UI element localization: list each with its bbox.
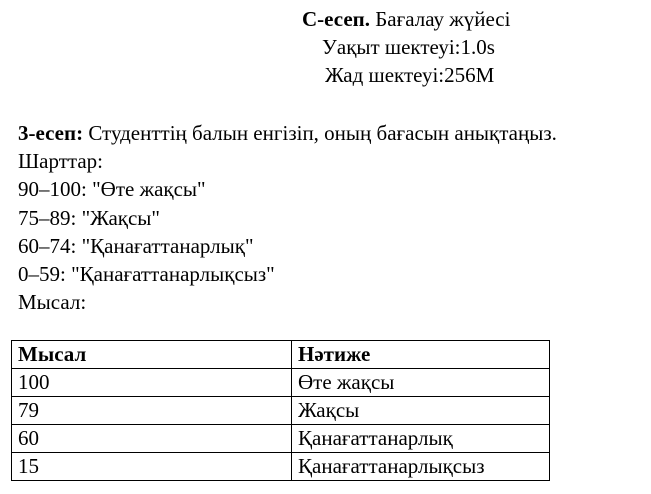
condition-item: 90–100: "Өте жақсы" <box>18 177 206 202</box>
task-statement: Студенттің балын енгізіп, оның бағасын анықтаңыз. <box>88 121 557 145</box>
conditions-heading: Шарттар: <box>18 149 103 174</box>
problem-title <box>302 6 510 32</box>
column-header-example: Мысал <box>12 341 292 369</box>
table-cell-input: 100 <box>12 369 292 397</box>
table-row <box>12 453 550 481</box>
problem-title-label: С-есеп. <box>302 7 370 31</box>
condition-item: 75–89: "Жақсы" <box>18 205 160 230</box>
task-label: 3-есеп: <box>18 121 84 145</box>
table-cell-result: Қанағаттанарлық <box>292 425 550 453</box>
table-cell-result: Қанағаттанарлықсыз <box>292 453 550 481</box>
table-row <box>12 369 550 397</box>
table-row <box>12 425 550 453</box>
table-cell-input: 79 <box>12 397 292 425</box>
table-cell-result: Өте жақсы <box>292 369 550 397</box>
problem-title-name: Бағалау жүйесі <box>375 7 511 31</box>
table-row <box>12 397 550 425</box>
table-cell-result: Жақсы <box>292 397 550 425</box>
column-header-result: Нәтиже <box>292 341 550 369</box>
task-statement-line <box>18 119 557 147</box>
condition-item: 60–74: "Қанағаттанарлық" <box>18 233 254 258</box>
time-limit: Уақыт шектеуі:1.0s <box>322 35 495 59</box>
examples-table <box>11 340 550 481</box>
problem-statement <box>18 119 557 316</box>
condition-item: 0–59: "Қанағаттанарлықсыз" <box>18 261 275 286</box>
table-header-row <box>12 341 550 369</box>
table-cell-input: 15 <box>12 453 292 481</box>
memory-limit: Жад шектеуі:256M <box>325 63 495 87</box>
table-cell-input: 60 <box>12 425 292 453</box>
example-heading: Мысал: <box>18 290 87 315</box>
